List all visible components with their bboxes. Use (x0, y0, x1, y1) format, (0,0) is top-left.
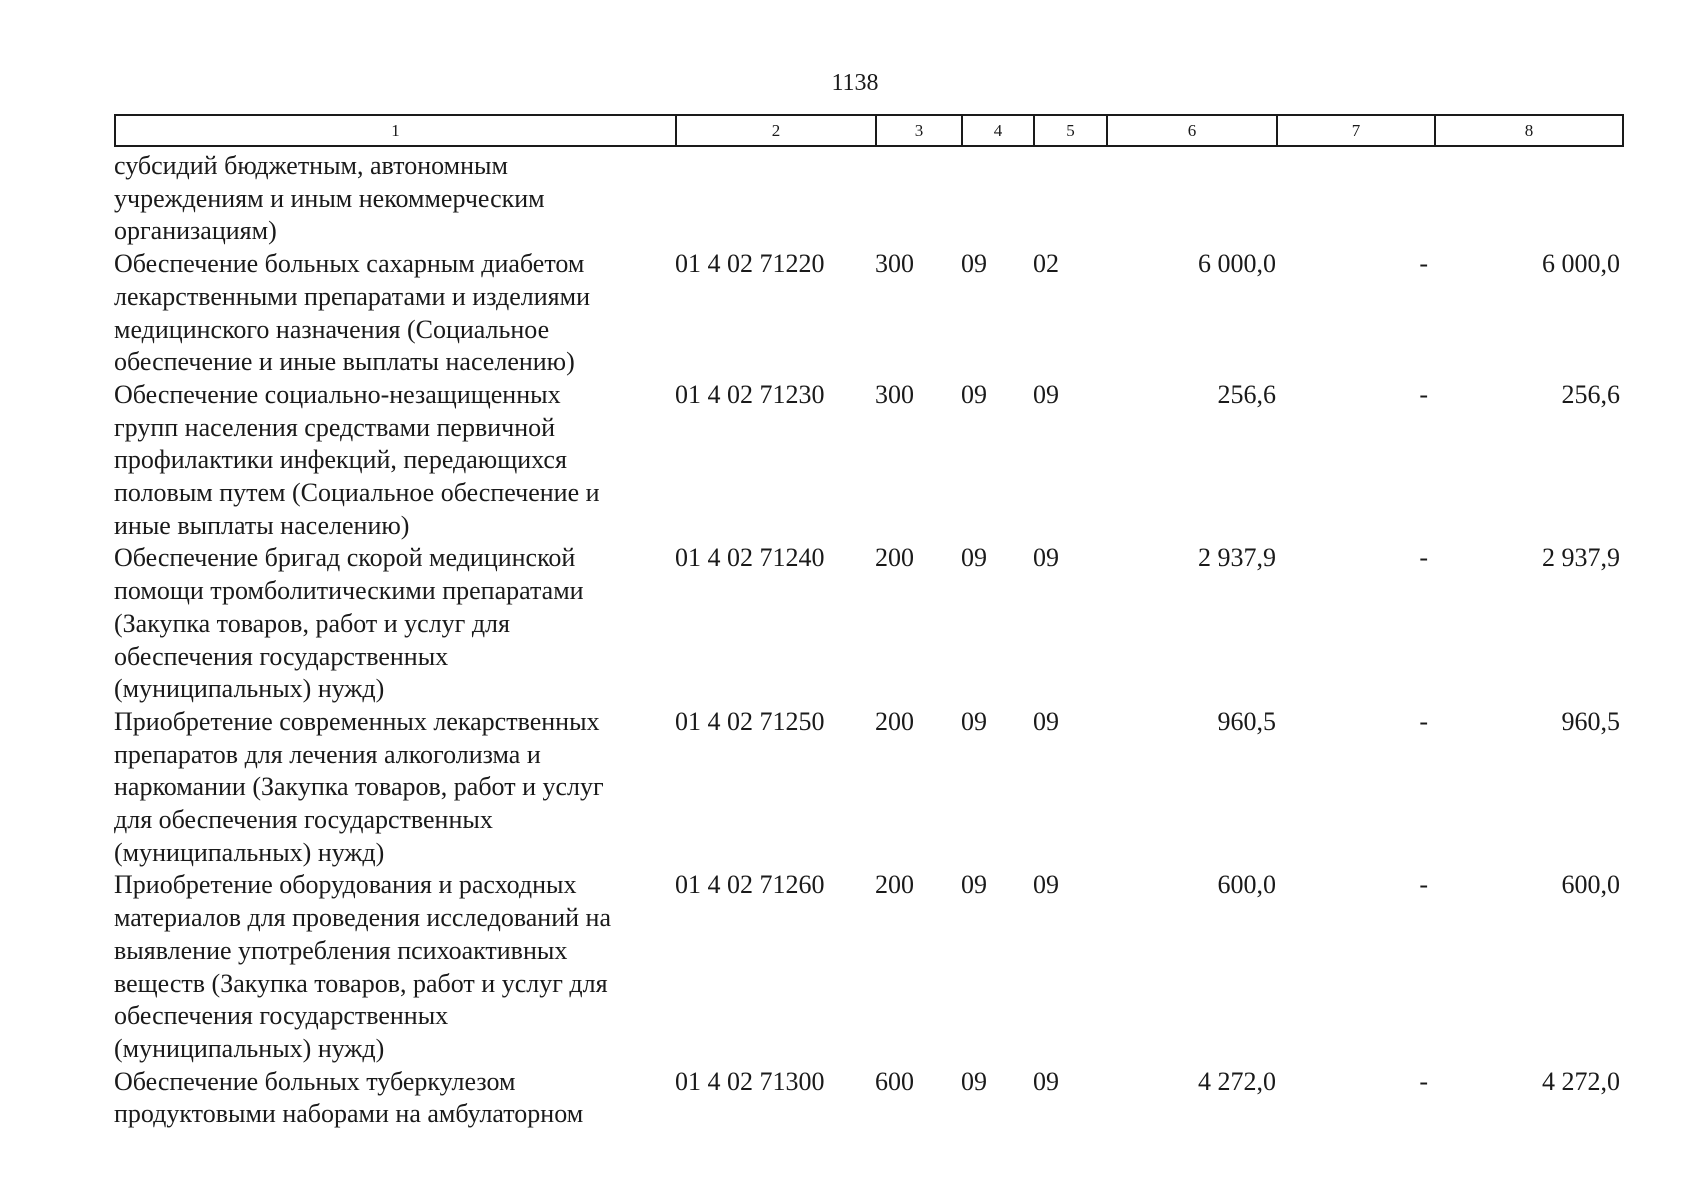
table-row (114, 869, 1622, 1065)
row-total: 4 272,0 (1542, 1066, 1620, 1096)
column-header-2: 2 (676, 115, 876, 146)
row-target-code: 01 4 02 71230 (675, 379, 825, 409)
row-section: 09 (961, 1066, 987, 1096)
row-amount: 960,5 (1217, 706, 1276, 736)
column-header-7: 7 (1277, 115, 1435, 146)
table-row (114, 542, 1622, 706)
row-description: Обеспечение бригад скорой медицинской помощи тромболитическими препаратами (Закупка товаров, работ и услуг для обеспечения государственных (муниципальных) нужд) (114, 543, 584, 704)
row-change: - (1419, 706, 1428, 736)
row-change: - (1419, 249, 1428, 279)
row-target-code: 01 4 02 71260 (675, 870, 825, 900)
row-amount: 2 937,9 (1198, 543, 1276, 573)
row-change: - (1419, 543, 1428, 573)
row-subsection: 09 (1033, 543, 1059, 573)
row-target-code: 01 4 02 71300 (675, 1066, 825, 1096)
row-change: - (1419, 1066, 1428, 1096)
row-expense-type: 300 (875, 249, 914, 279)
row-expense-type: 200 (875, 543, 914, 573)
row-total: 600,0 (1561, 870, 1620, 900)
table-row (114, 150, 1622, 248)
row-target-code: 01 4 02 71220 (675, 249, 825, 279)
row-description: Приобретение современных лекарственных препаратов для лечения алкоголизма и наркомании (Закупка товаров, работ и услуг для обеспечения государственных (муниципальных) нужд) (114, 706, 604, 867)
row-amount: 256,6 (1217, 379, 1276, 409)
row-section: 09 (961, 870, 987, 900)
row-subsection: 09 (1033, 1066, 1059, 1096)
row-expense-type: 600 (875, 1066, 914, 1096)
row-description: Обеспечение больных сахарным диабетом лекарственными препаратами и изделиями медицинского назначения (Социальное обеспечение и иные выплаты населению) (114, 249, 590, 377)
row-amount: 6 000,0 (1198, 249, 1276, 279)
row-subsection: 02 (1033, 249, 1059, 279)
row-amount: 600,0 (1217, 870, 1276, 900)
row-section: 09 (961, 706, 987, 736)
budget-table-body (114, 150, 1622, 1131)
table-row (114, 379, 1622, 543)
row-section: 09 (961, 249, 987, 279)
column-header-5: 5 (1034, 115, 1107, 146)
row-subsection: 09 (1033, 870, 1059, 900)
row-target-code: 01 4 02 71240 (675, 543, 825, 573)
row-description: Приобретение оборудования и расходных материалов для проведения исследований на выявление употребления психоактивных веществ (Закупка товаров, работ и услуг для обеспечения государственных (муниципальных) нужд) (114, 870, 611, 1063)
row-description: субсидий бюджетным, автономным учреждениям и иным некоммерческим организациям) (114, 151, 545, 246)
row-section: 09 (961, 379, 987, 409)
row-description: Обеспечение социально-незащищенных групп населения средствами первичной профилактики инфекций, передающихся половым путем (Социальное обеспечение и иные выплаты населению) (114, 379, 600, 540)
row-description: Обеспечение больных туберкулезом продуктовыми наборами на амбулаторном (114, 1066, 584, 1129)
table-row (114, 1066, 1622, 1131)
table-row (114, 706, 1622, 870)
row-expense-type: 300 (875, 379, 914, 409)
row-total: 960,5 (1561, 706, 1620, 736)
row-target-code: 01 4 02 71250 (675, 706, 825, 736)
column-header-4: 4 (962, 115, 1034, 146)
table-row (114, 248, 1622, 379)
column-header-1: 1 (115, 115, 676, 146)
row-total: 256,6 (1561, 379, 1620, 409)
column-header-6: 6 (1107, 115, 1277, 146)
column-header-3: 3 (876, 115, 962, 146)
row-amount: 4 272,0 (1198, 1066, 1276, 1096)
row-expense-type: 200 (875, 706, 914, 736)
row-total: 2 937,9 (1542, 543, 1620, 573)
row-expense-type: 200 (875, 870, 914, 900)
column-header-8: 8 (1435, 115, 1623, 146)
row-change: - (1419, 379, 1428, 409)
row-change: - (1419, 870, 1428, 900)
row-section: 09 (961, 543, 987, 573)
row-total: 6 000,0 (1542, 249, 1620, 279)
row-subsection: 09 (1033, 706, 1059, 736)
column-number-header (114, 114, 1624, 147)
page-number: 1138 (831, 70, 879, 96)
row-subsection: 09 (1033, 379, 1059, 409)
